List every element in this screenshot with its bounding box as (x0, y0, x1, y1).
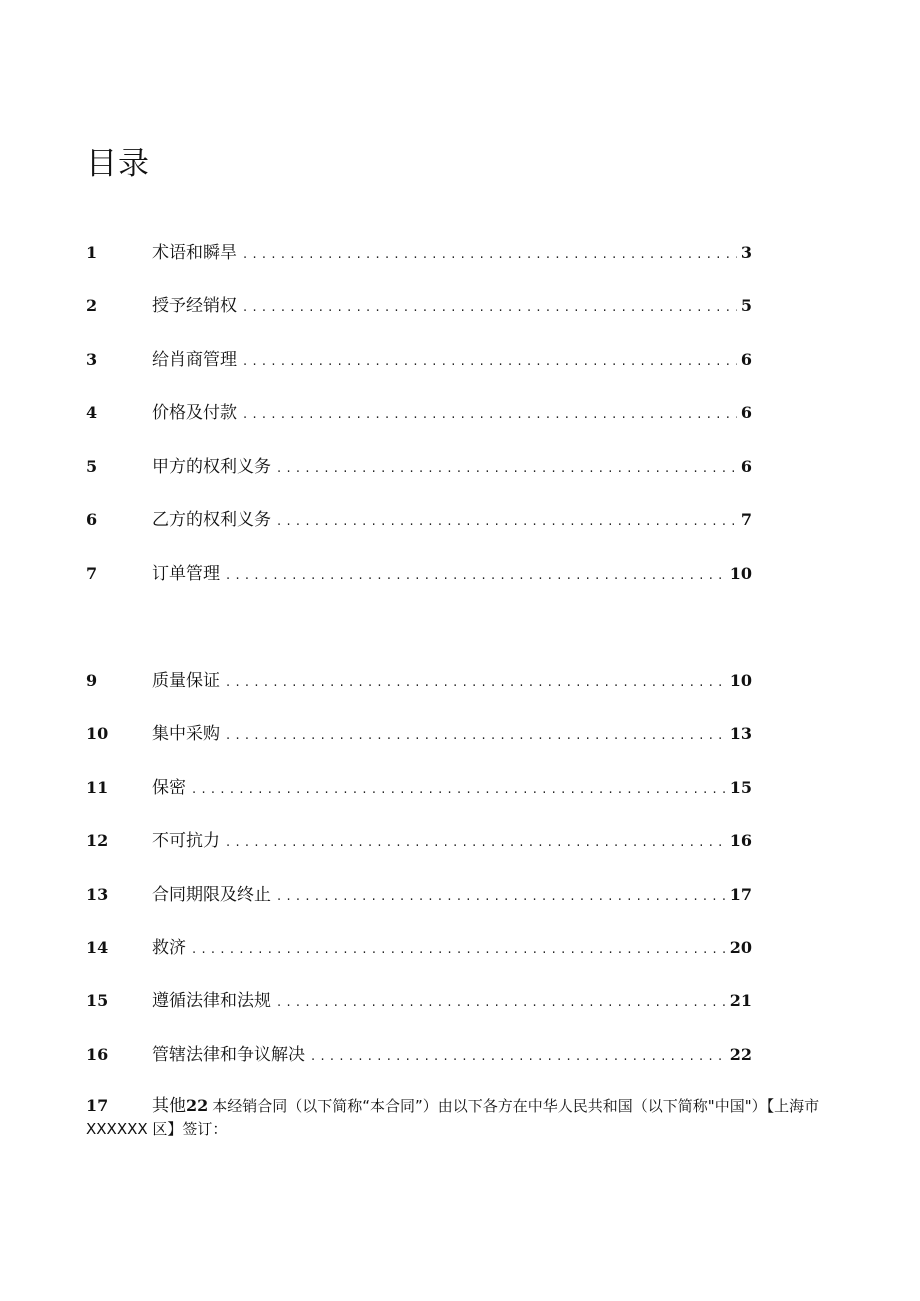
toc-entry-page: 6 (740, 457, 752, 476)
toc-entry-label: 合同期限及终止 (152, 885, 271, 905)
toc-leader-dots (243, 300, 737, 315)
toc-entry-page: 10 (729, 671, 752, 690)
toc-entry-page: 20 (729, 938, 752, 957)
toc-leader-dots (243, 407, 737, 422)
toc-entry[interactable] (86, 238, 752, 262)
toc-entry-number: 5 (86, 457, 98, 476)
toc-entry-number: 6 (86, 510, 98, 529)
toc-entry-label: 管辖法律和争议解决 (152, 1045, 305, 1065)
toc-leader-dots (243, 354, 737, 369)
toc-entry-page: 6 (740, 350, 752, 369)
toc-entry-page: 10 (729, 564, 752, 583)
toc-entry-page: 22 (186, 1096, 209, 1115)
toc-entry-page: 21 (729, 991, 752, 1010)
toc-entry-number: 1 (86, 243, 98, 262)
toc-entry-page: 22 (729, 1045, 752, 1064)
toc-entry[interactable] (86, 880, 752, 904)
toc-entry[interactable] (86, 452, 752, 476)
toc-entry-number: 2 (86, 296, 98, 315)
toc-entry-page: 6 (740, 403, 752, 422)
toc-entry-page: 15 (729, 778, 752, 797)
toc-leader-dots (226, 728, 726, 743)
toc-entry-label: 甲方的权利义务 (152, 457, 271, 477)
toc-leader-dots (226, 568, 726, 583)
toc-entry-label: 质量保证 (152, 671, 220, 691)
toc-entry-label: 不可抗力 (152, 831, 220, 851)
toc-entry-number: 16 (86, 1045, 109, 1064)
toc-leader-dots (277, 514, 737, 529)
toc-entry[interactable] (86, 291, 752, 315)
toc-entry-label: 订单管理 (152, 564, 220, 584)
toc-entry-number: 10 (86, 724, 109, 743)
toc-entry-number: 15 (86, 991, 109, 1010)
toc-entry-label[interactable]: 其他 (152, 1096, 186, 1116)
page-title: 目录 (86, 146, 150, 182)
toc-entry-page: 3 (740, 243, 752, 262)
toc-entry[interactable] (86, 398, 752, 422)
toc-entry[interactable] (86, 933, 752, 957)
toc-entry-label: 术语和瞬旱 (152, 243, 237, 263)
toc-leader-dots (192, 782, 726, 797)
toc-entry[interactable] (86, 826, 752, 850)
toc-leader-dots (243, 247, 737, 262)
toc-entry[interactable] (86, 505, 752, 529)
toc-entry[interactable] (86, 666, 752, 690)
toc-entry-number: 14 (86, 938, 109, 957)
toc-entry-page: 13 (729, 724, 752, 743)
toc-entry-page: 17 (729, 885, 752, 904)
toc-entry[interactable] (86, 559, 752, 583)
toc-entry-number: 3 (86, 350, 98, 369)
toc-leader-dots (226, 675, 726, 690)
toc-entry-label: 给肖商管理 (152, 350, 237, 370)
toc-entry-number: 9 (86, 671, 98, 690)
toc-leader-dots (226, 835, 726, 850)
toc-entry-number: 13 (86, 885, 109, 904)
toc-entry-label: 乙方的权利义务 (152, 510, 271, 530)
toc-entry-number: 4 (86, 403, 98, 422)
toc-leader-dots (277, 995, 726, 1010)
toc-entry[interactable] (86, 719, 752, 743)
toc-entry-label: 遵循法律和法规 (152, 991, 271, 1011)
toc-entry[interactable] (86, 986, 752, 1010)
toc-leader-dots (277, 461, 737, 476)
toc-entry-label: 集中采购 (152, 724, 220, 744)
toc-entry-label: 价格及付款 (152, 403, 237, 423)
toc-entry-page: 7 (740, 510, 752, 529)
toc-entry[interactable] (86, 773, 752, 797)
toc-leader-dots (192, 942, 726, 957)
toc-entry[interactable] (86, 1040, 752, 1064)
toc-entry-label: 救济 (152, 938, 186, 958)
toc-entry-number: 11 (86, 778, 109, 797)
toc-entry-number: 12 (86, 831, 109, 850)
toc-entry-label: 授予经销权 (152, 296, 237, 316)
toc-leader-dots (277, 889, 726, 904)
toc-entry-label: 保密 (152, 778, 186, 798)
contract-intro-text: 本经销合同（以下简称“本合同”）由以下各方在中华人民共和国（以下简称"中国"）【上海市 XXXXXX 区】签订： (86, 1097, 820, 1138)
toc-entry[interactable] (86, 345, 752, 369)
toc-leader-dots (311, 1049, 726, 1064)
toc-entry-number: 7 (86, 564, 98, 583)
toc-entry-page: 5 (740, 296, 752, 315)
toc-entry-number: 17 (86, 1096, 109, 1115)
toc-entry-page: 16 (729, 831, 752, 850)
toc-final-entry-and-intro (86, 1094, 846, 1141)
